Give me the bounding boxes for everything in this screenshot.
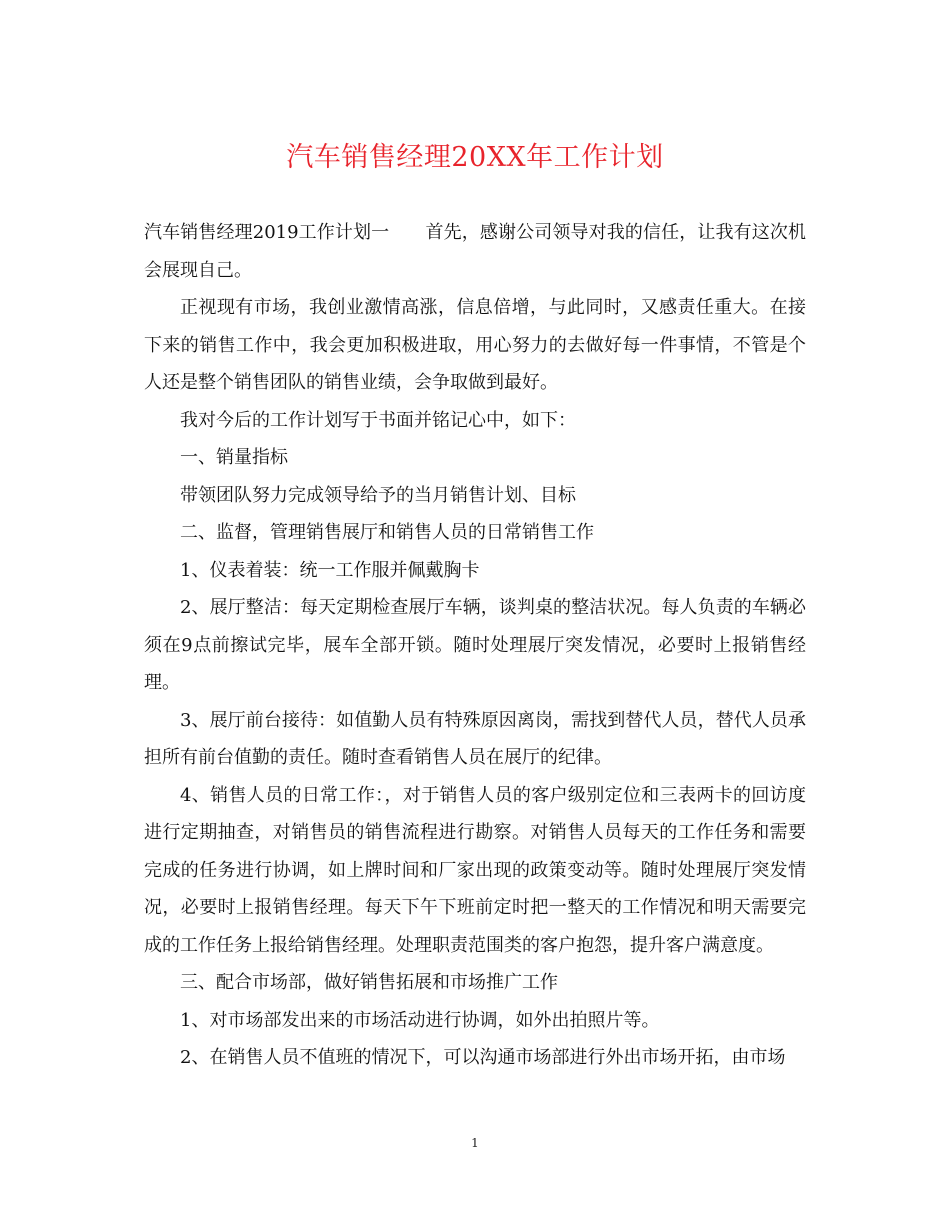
document-body xyxy=(144,214,806,1077)
heading-supervision: 二、监督，管理销售展厅和销售人员的日常销售工作 xyxy=(180,522,594,543)
page-number: 1 xyxy=(471,1136,479,1150)
paragraph-market-outlook: 正视现有市场，我创业激情高涨，信息倍增，与此同时，又感责任重大。在接下来的销售工作中，我会更加积极进取，用心努力的去做好每一件事情，不管是个人还是整个销售团队的销售业绩，会争取做到最好。 xyxy=(144,297,806,393)
item-market-expansion: 2、在销售人员不值班的情况下，可以沟通市场部进行外出市场开拓，由市场 xyxy=(180,1047,786,1068)
paragraph-sales-target: 带领团队努力完成领导给予的当月销售计划、目标 xyxy=(180,484,576,506)
item-daily-work: 4、销售人员的日常工作：，对于销售人员的客户级别定位和三表两卡的回访度进行定期抽查，对销售员的销售流程进行勘察。对销售人员每天的工作任务和需要完成的任务进行协调，如上牌时间和厂家出现的政策变动等。随时处理展厅突发情况，必要时上报销售经理。每天下午下班前定时把一整天的工作情况和明天需要完成的工作任务上报给销售经理。处理职责范围类的客户抱怨，提升客户满意度。 xyxy=(144,784,806,956)
heading-marketing: 三、配合市场部，做好销售拓展和市场推广工作 xyxy=(180,972,558,993)
paragraph-intro: 汽车销售经理2019工作计划一 首先，感谢公司领导对我的信任，让我有这次机会展现自己。 xyxy=(144,222,806,281)
paragraph-plan-intro: 我对今后的工作计划写于书面并铭记心中，如下： xyxy=(180,409,576,431)
item-marketing-activities: 1、对市场部发出来的市场活动进行协调，如外出拍照片等。 xyxy=(180,1009,660,1031)
item-showroom-cleanliness: 2、展厅整洁：每天定期检查展厅车辆，谈判桌的整洁状况。每人负责的车辆必须在9点前擦试完毕，展车全部开锁。随时处理展厅突发情况，必要时上报销售经理。 xyxy=(144,597,806,693)
document-title: 汽车销售经理20XX年工作计划 xyxy=(286,142,664,173)
item-dress-code: 1、仪表着装：统一工作服并佩戴胸卡 xyxy=(180,559,480,581)
item-front-desk: 3、展厅前台接待：如值勤人员有特殊原因离岗，需找到替代人员，替代人员承担所有前台值勤的责任。随时查看销售人员在展厅的纪律。 xyxy=(144,709,806,768)
heading-sales-target: 一、销量指标 xyxy=(180,447,288,468)
